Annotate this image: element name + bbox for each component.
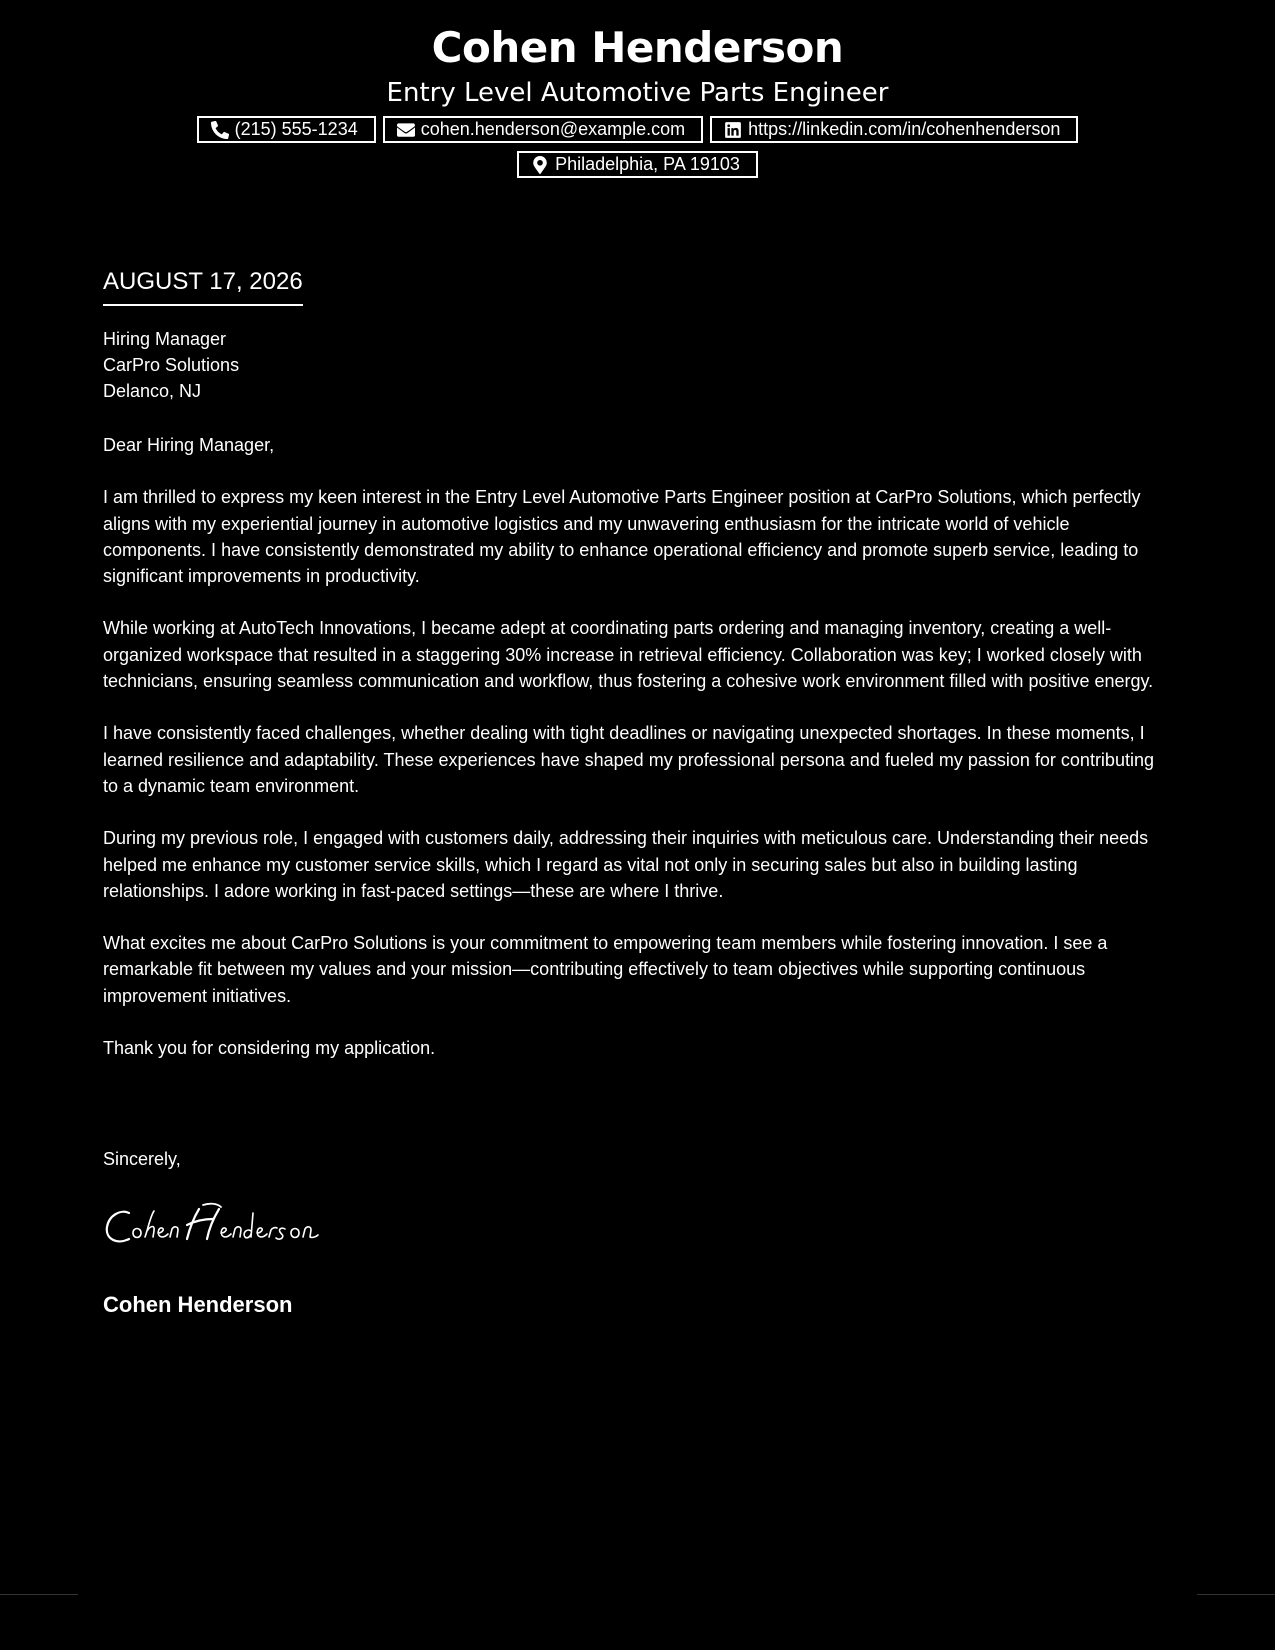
body-paragraph: Thank you for considering my application. (103, 1038, 436, 1059)
letter-header (0, 20, 1275, 186)
contact-row-2 (0, 151, 1275, 178)
recipient-block (103, 326, 239, 404)
phone-icon (211, 121, 229, 139)
body-paragraph: I am thrilled to express my keen interest in the Entry Level Automotive Parts Engineer position at CarPro Solutions, which perfectly aligns with my experiential journey in automotive logistics and my unwavering enthusiasm for the intricate world of vehicle components. I have consistently demonstrated my ability to enhance operational efficiency and promote superb service, leading to significant improvements in productivity. (103, 487, 1141, 587)
handwritten-signature (103, 1199, 363, 1254)
map-marker-icon (531, 156, 549, 174)
linkedin-text: https://linkedin.com/in/cohenhenderson (748, 119, 1061, 139)
body-paragraph: What excites me about CarPro Solutions is your commitment to empowering team members while fostering innovation. I see a remarkable fit between my values and your mission—contributing effectively to team objectives while supporting continuous improvement initiatives. (103, 933, 1108, 1006)
footer-rule-left (0, 1594, 78, 1595)
email-text: cohen.henderson@example.com (420, 119, 686, 139)
location-text: Philadelphia, PA 19103 (555, 154, 740, 174)
email-chip[interactable] (383, 116, 703, 143)
linkedin-icon (724, 121, 742, 139)
linkedin-chip[interactable] (710, 116, 1078, 143)
body-paragraph: During my previous role, I engaged with customers daily, addressing their inquiries with meticulous care. Understanding their needs helped me enhance my customer service skills, which I regard as vital not only in securing sales but also in building lasting relationships. I adore working in fast-paced settings—these are where I thrive. (103, 828, 1149, 901)
envelope-icon (397, 121, 415, 139)
body-paragraph: I have consistently faced challenges, whether dealing with tight deadlines or navigating unexpected shortages. In these moments, I learned resilience and adaptability. These experiences have shaped my professional persona and fueled my passion for contributing to a dynamic team environment. (103, 723, 1154, 796)
recipient-location: Delanco, NJ (103, 381, 202, 401)
letter-date: AUGUST 17, 2026 (103, 266, 303, 306)
recipient-name: Hiring Manager (103, 329, 227, 349)
phone-text: (215) 555-1234 (234, 119, 358, 139)
footer-rule-right (1197, 1594, 1275, 1595)
closing: Sincerely, (103, 1149, 181, 1169)
job-title: Entry Level Automotive Parts Engineer (386, 78, 889, 108)
location-chip (517, 151, 758, 178)
signer-name: Cohen Henderson (103, 1292, 293, 1317)
letter-body (103, 432, 1173, 1087)
body-paragraph: While working at AutoTech Innovations, I became adept at coordinating parts ordering and managing inventory, creating a well-organized workspace that resulted in a staggering 30% increase in retrieval efficiency. Collaboration was key; I worked closely with technicians, ensuring seamless communication and workflow, thus fostering a cohesive work environment filled with positive energy. (103, 618, 1154, 692)
phone-chip[interactable] (197, 116, 376, 143)
applicant-name: Cohen Henderson (431, 23, 844, 72)
salutation: Dear Hiring Manager, (103, 435, 275, 455)
contact-row (0, 116, 1275, 143)
recipient-company: CarPro Solutions (103, 355, 240, 375)
